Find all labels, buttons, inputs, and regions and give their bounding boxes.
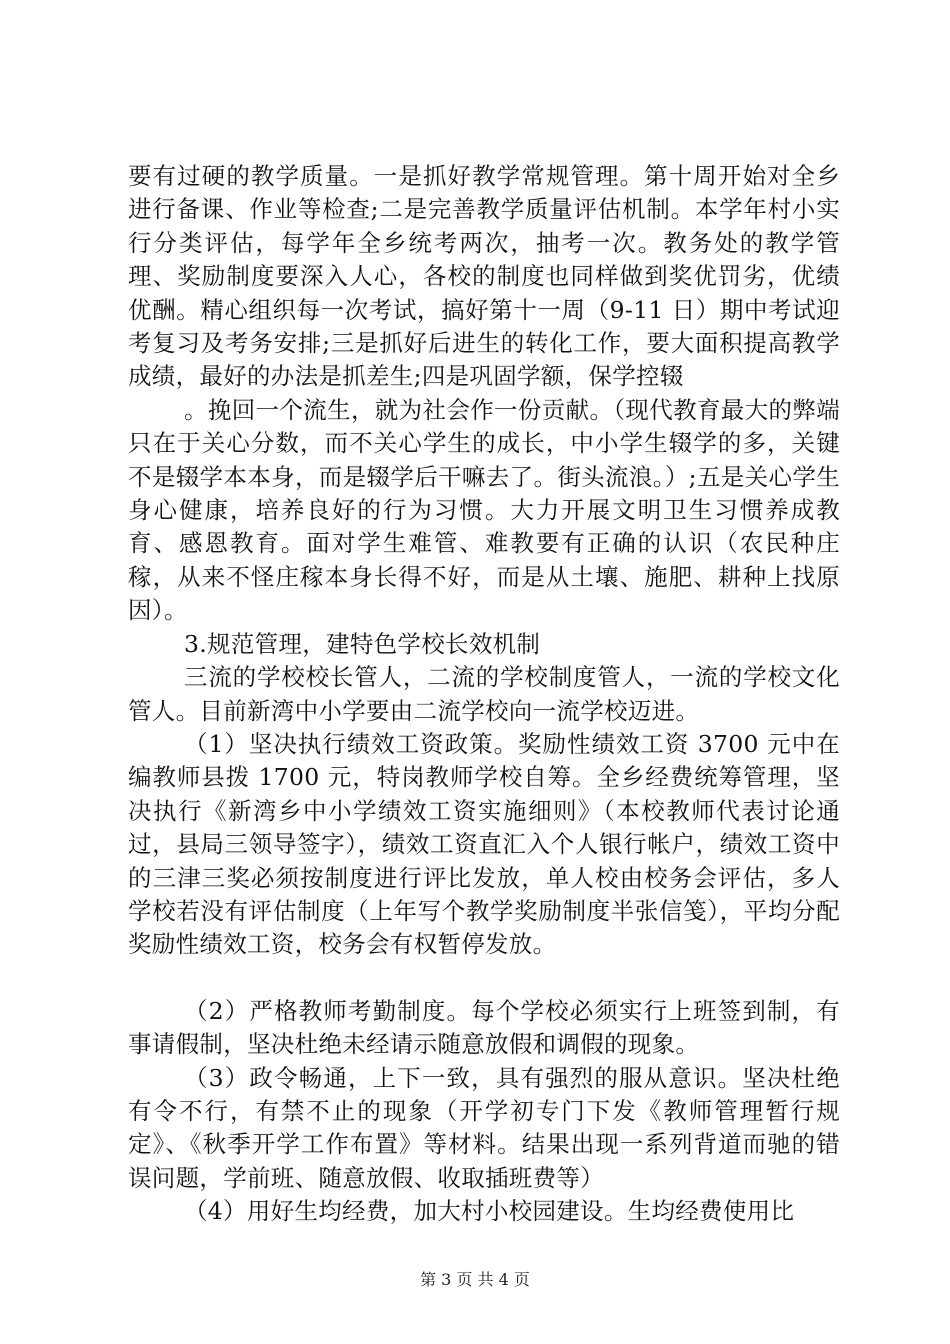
paragraph-performance-pay: （1）坚决执行绩效工资政策。奖励性绩效工资 3700 元中在编教师县拨 1700 元，特岗教师学校自筹。全乡经费统筹管理，坚决执行《新湾乡中小学绩效工资实施细则》（本校教师代表讨论通过，县局三领导签字），绩效工资直汇入个人银行帐户，绩效工资中的三津三奖必须按制度进行评比发放，单人校由校务会评估，多人学校若没有评估制度（上年写个教学奖励制度半张信笺），平均分配奖励性绩效工资，校务会有权暂停发放。 [128,729,840,959]
document-body [128,160,840,1229]
paragraph-attendance: （2）严格教师考勤制度。每个学校必须实行上班签到制，有事请假制，坚决杜绝未经请示随意放假和调假的现象。 [128,996,840,1059]
paragraph-obedience: （3）政令畅通，上下一致，具有强烈的服从意识。坚决杜绝有令不行，有禁不止的现象（开学初专门下发《教师管理暂行规定》、《秋季开学工作布置》等材料。结果出现一系列背道而驰的错误问题，学前班、随意放假、收取插班费等） [128,1063,840,1192]
paragraph-teaching-quality: 要有过硬的教学质量。一是抓好教学常规管理。第十周开始对全乡进行备课、作业等检查;二是完善教学质量评估机制。本学年村小实行分类评估，每学年全乡统考两次，抽考一次。教务处的教学管理、奖励制度要深入人心，各校的制度也同样做到奖优罚劣，优绩优酬。精心组织每一次考试，搞好第十一周（9-11 日）期中考试迎考复习及考务安排;三是抓好后进生的转化工作，要大面积提高教学成绩，最好的办法是抓差生;四是巩固学额，保学控辍 [128,162,840,391]
page-number-footer: 第 3 页 共 4 页 [420,1270,530,1289]
section-heading-management: 3.规范管理，建特色学校长效机制 [184,629,541,658]
paragraph-funding: （4）用好生均经费，加大村小校园建设。生均经费使用比 [184,1197,795,1226]
paragraph-student-retention: 。挽回一个流生，就为社会作一份贡献。（现代教育最大的弊端只在于关心分数，而不关心学生的成长，中小学生辍学的多，关键不是辍学本本身，而是辍学后干嘛去了。街头流浪。）;五是关心学生身心健康，培养良好的行为习惯。大力开展文明卫生习惯养成教育、感恩教育。面对学生难管、难教要有正确的认识（农民种庄稼，从来不怪庄稼本身长得不好，而是从土壤、施肥、耕种上找原因）。 [128,395,840,625]
paragraph-school-culture: 三流的学校校长管人，二流的学校制度管人，一流的学校文化管人。目前新湾中小学要由二流学校向一流学校迈进。 [128,663,840,725]
